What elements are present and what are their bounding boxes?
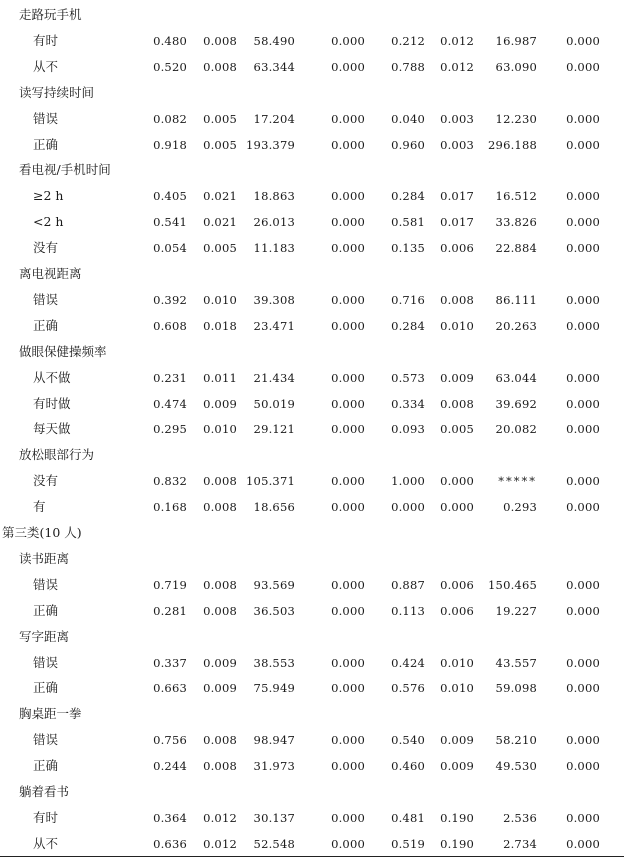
section-header-row (0, 520, 624, 546)
value-cell: 0.040 (391, 111, 425, 126)
value-cell: ***** (498, 474, 537, 489)
value-cell: 0.000 (440, 500, 474, 515)
value-cell: 0.284 (391, 318, 425, 333)
value-cell: 0.719 (153, 577, 187, 592)
value-cell: 0.000 (331, 810, 365, 825)
value-cell: 22.884 (495, 241, 537, 256)
value-cell: 0.000 (566, 33, 600, 48)
value-cell: 0.460 (391, 759, 425, 774)
row-label: 正确 (33, 758, 59, 774)
row-label: 有 (33, 499, 46, 515)
value-cell: 0.000 (440, 474, 474, 489)
value-cell: 0.008 (203, 500, 237, 515)
value-cell: 0.006 (440, 603, 474, 618)
value-cell: 105.371 (246, 474, 295, 489)
value-cell: 0.716 (391, 292, 425, 307)
group-label: 读书距离 (19, 550, 70, 566)
value-cell: 0.337 (153, 655, 187, 670)
value-cell: 0.334 (391, 396, 425, 411)
row-label: 没有 (33, 240, 59, 256)
table-row (0, 598, 624, 624)
table-row (0, 235, 624, 261)
value-cell: 0.000 (566, 603, 600, 618)
value-cell: 93.569 (253, 577, 295, 592)
table-row (0, 416, 624, 442)
value-cell: 63.344 (253, 59, 295, 74)
value-cell: 0.005 (203, 241, 237, 256)
value-cell: 0.000 (566, 396, 600, 411)
group-label: 放松眼部行为 (19, 447, 95, 463)
row-label: 没有 (33, 473, 59, 489)
value-cell: 0.295 (153, 422, 187, 437)
table-row (0, 287, 624, 313)
value-cell: 0.008 (203, 33, 237, 48)
value-cell: 0.000 (566, 370, 600, 385)
value-cell: 0.000 (331, 681, 365, 696)
value-cell: 0.005 (440, 422, 474, 437)
value-cell: 0.231 (153, 370, 187, 385)
group-header-row (0, 442, 624, 468)
value-cell: 0.054 (153, 241, 187, 256)
row-label: 从不做 (33, 369, 71, 385)
value-cell: 0.008 (440, 396, 474, 411)
table-row (0, 391, 624, 417)
value-cell: 0.008 (440, 292, 474, 307)
group-header-row (0, 624, 624, 650)
value-cell: 2.734 (503, 836, 537, 851)
value-cell: 0.012 (203, 836, 237, 851)
value-cell: 0.005 (203, 111, 237, 126)
value-cell: 0.000 (391, 500, 425, 515)
value-cell: 50.019 (253, 396, 295, 411)
value-cell: 0.008 (203, 474, 237, 489)
group-header-row (0, 779, 624, 805)
value-cell: 0.000 (566, 137, 600, 152)
value-cell: 0.113 (391, 603, 425, 618)
table-row (0, 313, 624, 339)
table-row (0, 727, 624, 753)
value-cell: 16.987 (495, 33, 537, 48)
value-cell: 0.000 (566, 422, 600, 437)
value-cell: 0.009 (440, 733, 474, 748)
value-cell: 0.000 (331, 733, 365, 748)
value-cell: 0.009 (203, 681, 237, 696)
value-cell: 0.093 (391, 422, 425, 437)
value-cell: 0.832 (153, 474, 187, 489)
value-cell: 52.548 (253, 836, 295, 851)
value-cell: 0.009 (203, 396, 237, 411)
table-row (0, 106, 624, 132)
value-cell: 0.000 (331, 318, 365, 333)
table-row (0, 805, 624, 831)
value-cell: 0.000 (331, 292, 365, 307)
value-cell: 0.000 (331, 396, 365, 411)
value-cell: 0.540 (391, 733, 425, 748)
value-cell: 17.204 (253, 111, 295, 126)
value-cell: 31.973 (253, 759, 295, 774)
section-label: 第三类(10 人) (2, 525, 82, 540)
value-cell: 23.471 (253, 318, 295, 333)
group-header-row (0, 2, 624, 28)
table-row (0, 572, 624, 598)
table-row (0, 54, 624, 80)
value-cell: 0.000 (566, 836, 600, 851)
value-cell: 43.557 (495, 655, 537, 670)
group-label: 躺着看书 (19, 784, 70, 799)
value-cell: 0.009 (203, 655, 237, 670)
value-cell: 19.227 (495, 603, 537, 618)
table-row (0, 675, 624, 701)
value-cell: 0.918 (153, 137, 187, 152)
value-cell: 0.000 (331, 759, 365, 774)
row-label: 从不 (33, 835, 59, 851)
value-cell: 0.541 (153, 215, 187, 230)
value-cell: 0.663 (153, 681, 187, 696)
value-cell: 0.009 (440, 759, 474, 774)
value-cell: 0.008 (203, 733, 237, 748)
value-cell: 0.168 (153, 500, 187, 515)
value-cell: 0.009 (440, 370, 474, 385)
value-cell: 0.000 (566, 111, 600, 126)
value-cell: 0.244 (153, 759, 187, 774)
value-cell: 0.000 (566, 318, 600, 333)
value-cell: 0.008 (203, 759, 237, 774)
value-cell: 0.000 (566, 241, 600, 256)
value-cell: 193.379 (246, 137, 295, 152)
value-cell: 86.111 (495, 292, 537, 307)
table-row (0, 468, 624, 494)
row-label: 正确 (33, 136, 59, 152)
value-cell: 0.788 (391, 59, 425, 74)
value-cell: 0.000 (331, 655, 365, 670)
group-label: 做眼保健操频率 (19, 343, 107, 359)
row-label: 错误 (33, 291, 59, 307)
value-cell: 0.481 (391, 810, 425, 825)
value-cell: 0.000 (331, 500, 365, 515)
table-row (0, 831, 624, 857)
value-cell: 39.308 (253, 292, 295, 307)
value-cell: 0.006 (440, 241, 474, 256)
value-cell: 0.190 (440, 836, 474, 851)
table-row (0, 183, 624, 209)
row-label: 有时 (33, 809, 59, 825)
row-label: 从不 (33, 58, 59, 74)
value-cell: 0.960 (391, 137, 425, 152)
value-cell: 0.012 (440, 59, 474, 74)
value-cell: 0.003 (440, 111, 474, 126)
value-cell: 39.692 (495, 396, 537, 411)
value-cell: 0.293 (503, 500, 537, 515)
group-label: 写字距离 (19, 628, 70, 644)
value-cell: 36.503 (253, 603, 295, 618)
value-cell: 0.576 (391, 681, 425, 696)
group-label: 读写持续时间 (19, 84, 95, 100)
row-label: 正确 (33, 680, 59, 696)
value-cell: 16.512 (495, 189, 537, 204)
row-label: 有时做 (33, 395, 71, 411)
value-cell: 18.863 (253, 189, 295, 204)
value-cell: 0.887 (391, 577, 425, 592)
value-cell: 0.581 (391, 215, 425, 230)
value-cell: 0.000 (566, 810, 600, 825)
table-row (0, 132, 624, 158)
value-cell: 20.082 (495, 422, 537, 437)
value-cell: 0.405 (153, 189, 187, 204)
value-cell: 30.137 (253, 810, 295, 825)
table-row (0, 209, 624, 235)
table-row (0, 650, 624, 676)
row-label: ≥2 h (33, 188, 64, 204)
group-label: 走路玩手机 (19, 7, 82, 22)
group-header-row (0, 546, 624, 572)
group-header-row (0, 701, 624, 727)
value-cell: 0.756 (153, 733, 187, 748)
value-cell: 0.000 (566, 733, 600, 748)
value-cell: 0.010 (203, 422, 237, 437)
value-cell: 98.947 (253, 733, 295, 748)
value-cell: 11.183 (253, 241, 295, 256)
value-cell: 0.000 (566, 681, 600, 696)
value-cell: 20.263 (495, 318, 537, 333)
value-cell: 0.008 (203, 59, 237, 74)
value-cell: 12.230 (495, 111, 537, 126)
group-label: 胸桌距一拳 (19, 706, 82, 722)
value-cell: 0.573 (391, 370, 425, 385)
value-cell: 0.006 (440, 577, 474, 592)
value-cell: 0.003 (440, 137, 474, 152)
group-header-row (0, 261, 624, 287)
value-cell: 0.010 (440, 681, 474, 696)
value-cell: 0.021 (203, 215, 237, 230)
value-cell: 0.000 (331, 59, 365, 74)
value-cell: 296.188 (488, 137, 537, 152)
row-label: <2 h (33, 214, 64, 230)
value-cell: 0.000 (331, 33, 365, 48)
value-cell: 0.519 (391, 836, 425, 851)
value-cell: 18.656 (253, 500, 295, 515)
value-cell: 0.000 (566, 577, 600, 592)
table-row (0, 28, 624, 54)
value-cell: 0.012 (440, 33, 474, 48)
value-cell: 0.190 (440, 810, 474, 825)
value-cell: 0.000 (566, 759, 600, 774)
value-cell: 2.536 (503, 810, 537, 825)
value-cell: 63.044 (495, 370, 537, 385)
value-cell: 0.000 (331, 215, 365, 230)
value-cell: 75.949 (253, 681, 295, 696)
value-cell: 0.082 (153, 111, 187, 126)
row-label: 正确 (33, 602, 59, 618)
row-label: 正确 (33, 317, 59, 333)
value-cell: 0.000 (331, 241, 365, 256)
value-cell: 0.010 (203, 292, 237, 307)
value-cell: 0.010 (440, 318, 474, 333)
row-label: 每天做 (33, 421, 71, 437)
value-cell: 0.021 (203, 189, 237, 204)
row-label: 错误 (33, 654, 59, 670)
group-label: 看电视/手机时间 (19, 162, 111, 178)
row-label: 错误 (33, 732, 59, 748)
value-cell: 0.012 (203, 810, 237, 825)
value-cell: 0.005 (203, 137, 237, 152)
value-cell: 0.474 (153, 396, 187, 411)
value-cell: 0.000 (566, 500, 600, 515)
value-cell: 0.000 (331, 603, 365, 618)
value-cell: 0.281 (153, 603, 187, 618)
value-cell: 0.000 (331, 836, 365, 851)
table-bottom-rule (0, 856, 624, 857)
value-cell: 0.000 (566, 474, 600, 489)
value-cell: 0.000 (331, 111, 365, 126)
value-cell: 0.010 (440, 655, 474, 670)
table-row (0, 365, 624, 391)
value-cell: 0.284 (391, 189, 425, 204)
row-label: 有时 (33, 32, 59, 48)
value-cell: 58.210 (495, 733, 537, 748)
value-cell: 33.826 (495, 215, 537, 230)
value-cell: 0.008 (203, 603, 237, 618)
value-cell: 0.008 (203, 577, 237, 592)
value-cell: 0.424 (391, 655, 425, 670)
group-label: 离电视距离 (19, 266, 82, 281)
group-header-row (0, 157, 624, 183)
value-cell: 49.530 (495, 759, 537, 774)
value-cell: 0.000 (566, 655, 600, 670)
value-cell: 1.000 (391, 474, 425, 489)
value-cell: 0.011 (203, 370, 237, 385)
value-cell: 0.636 (153, 836, 187, 851)
value-cell: 0.000 (566, 215, 600, 230)
row-label: 错误 (33, 576, 59, 592)
value-cell: 0.000 (331, 577, 365, 592)
table-row (0, 494, 624, 520)
value-cell: 0.018 (203, 318, 237, 333)
value-cell: 0.000 (331, 370, 365, 385)
value-cell: 21.434 (253, 370, 295, 385)
value-cell: 0.364 (153, 810, 187, 825)
value-cell: 0.017 (440, 189, 474, 204)
row-label: 错误 (33, 110, 59, 126)
value-cell: 0.608 (153, 318, 187, 333)
value-cell: 0.000 (331, 189, 365, 204)
value-cell: 0.520 (153, 59, 187, 74)
value-cell: 38.553 (253, 655, 295, 670)
group-header-row (0, 339, 624, 365)
value-cell: 0.000 (331, 474, 365, 489)
value-cell: 0.000 (566, 292, 600, 307)
value-cell: 0.000 (331, 137, 365, 152)
value-cell: 150.465 (488, 577, 537, 592)
value-cell: 0.000 (566, 189, 600, 204)
value-cell: 29.121 (253, 422, 295, 437)
group-header-row (0, 80, 624, 106)
value-cell: 58.490 (253, 33, 295, 48)
value-cell: 0.017 (440, 215, 474, 230)
value-cell: 0.392 (153, 292, 187, 307)
value-cell: 59.098 (495, 681, 537, 696)
value-cell: 63.090 (495, 59, 537, 74)
value-cell: 0.000 (566, 59, 600, 74)
table-row (0, 753, 624, 779)
value-cell: 0.480 (153, 33, 187, 48)
value-cell: 0.212 (391, 33, 425, 48)
value-cell: 0.135 (391, 241, 425, 256)
value-cell: 0.000 (331, 422, 365, 437)
value-cell: 26.013 (253, 215, 295, 230)
